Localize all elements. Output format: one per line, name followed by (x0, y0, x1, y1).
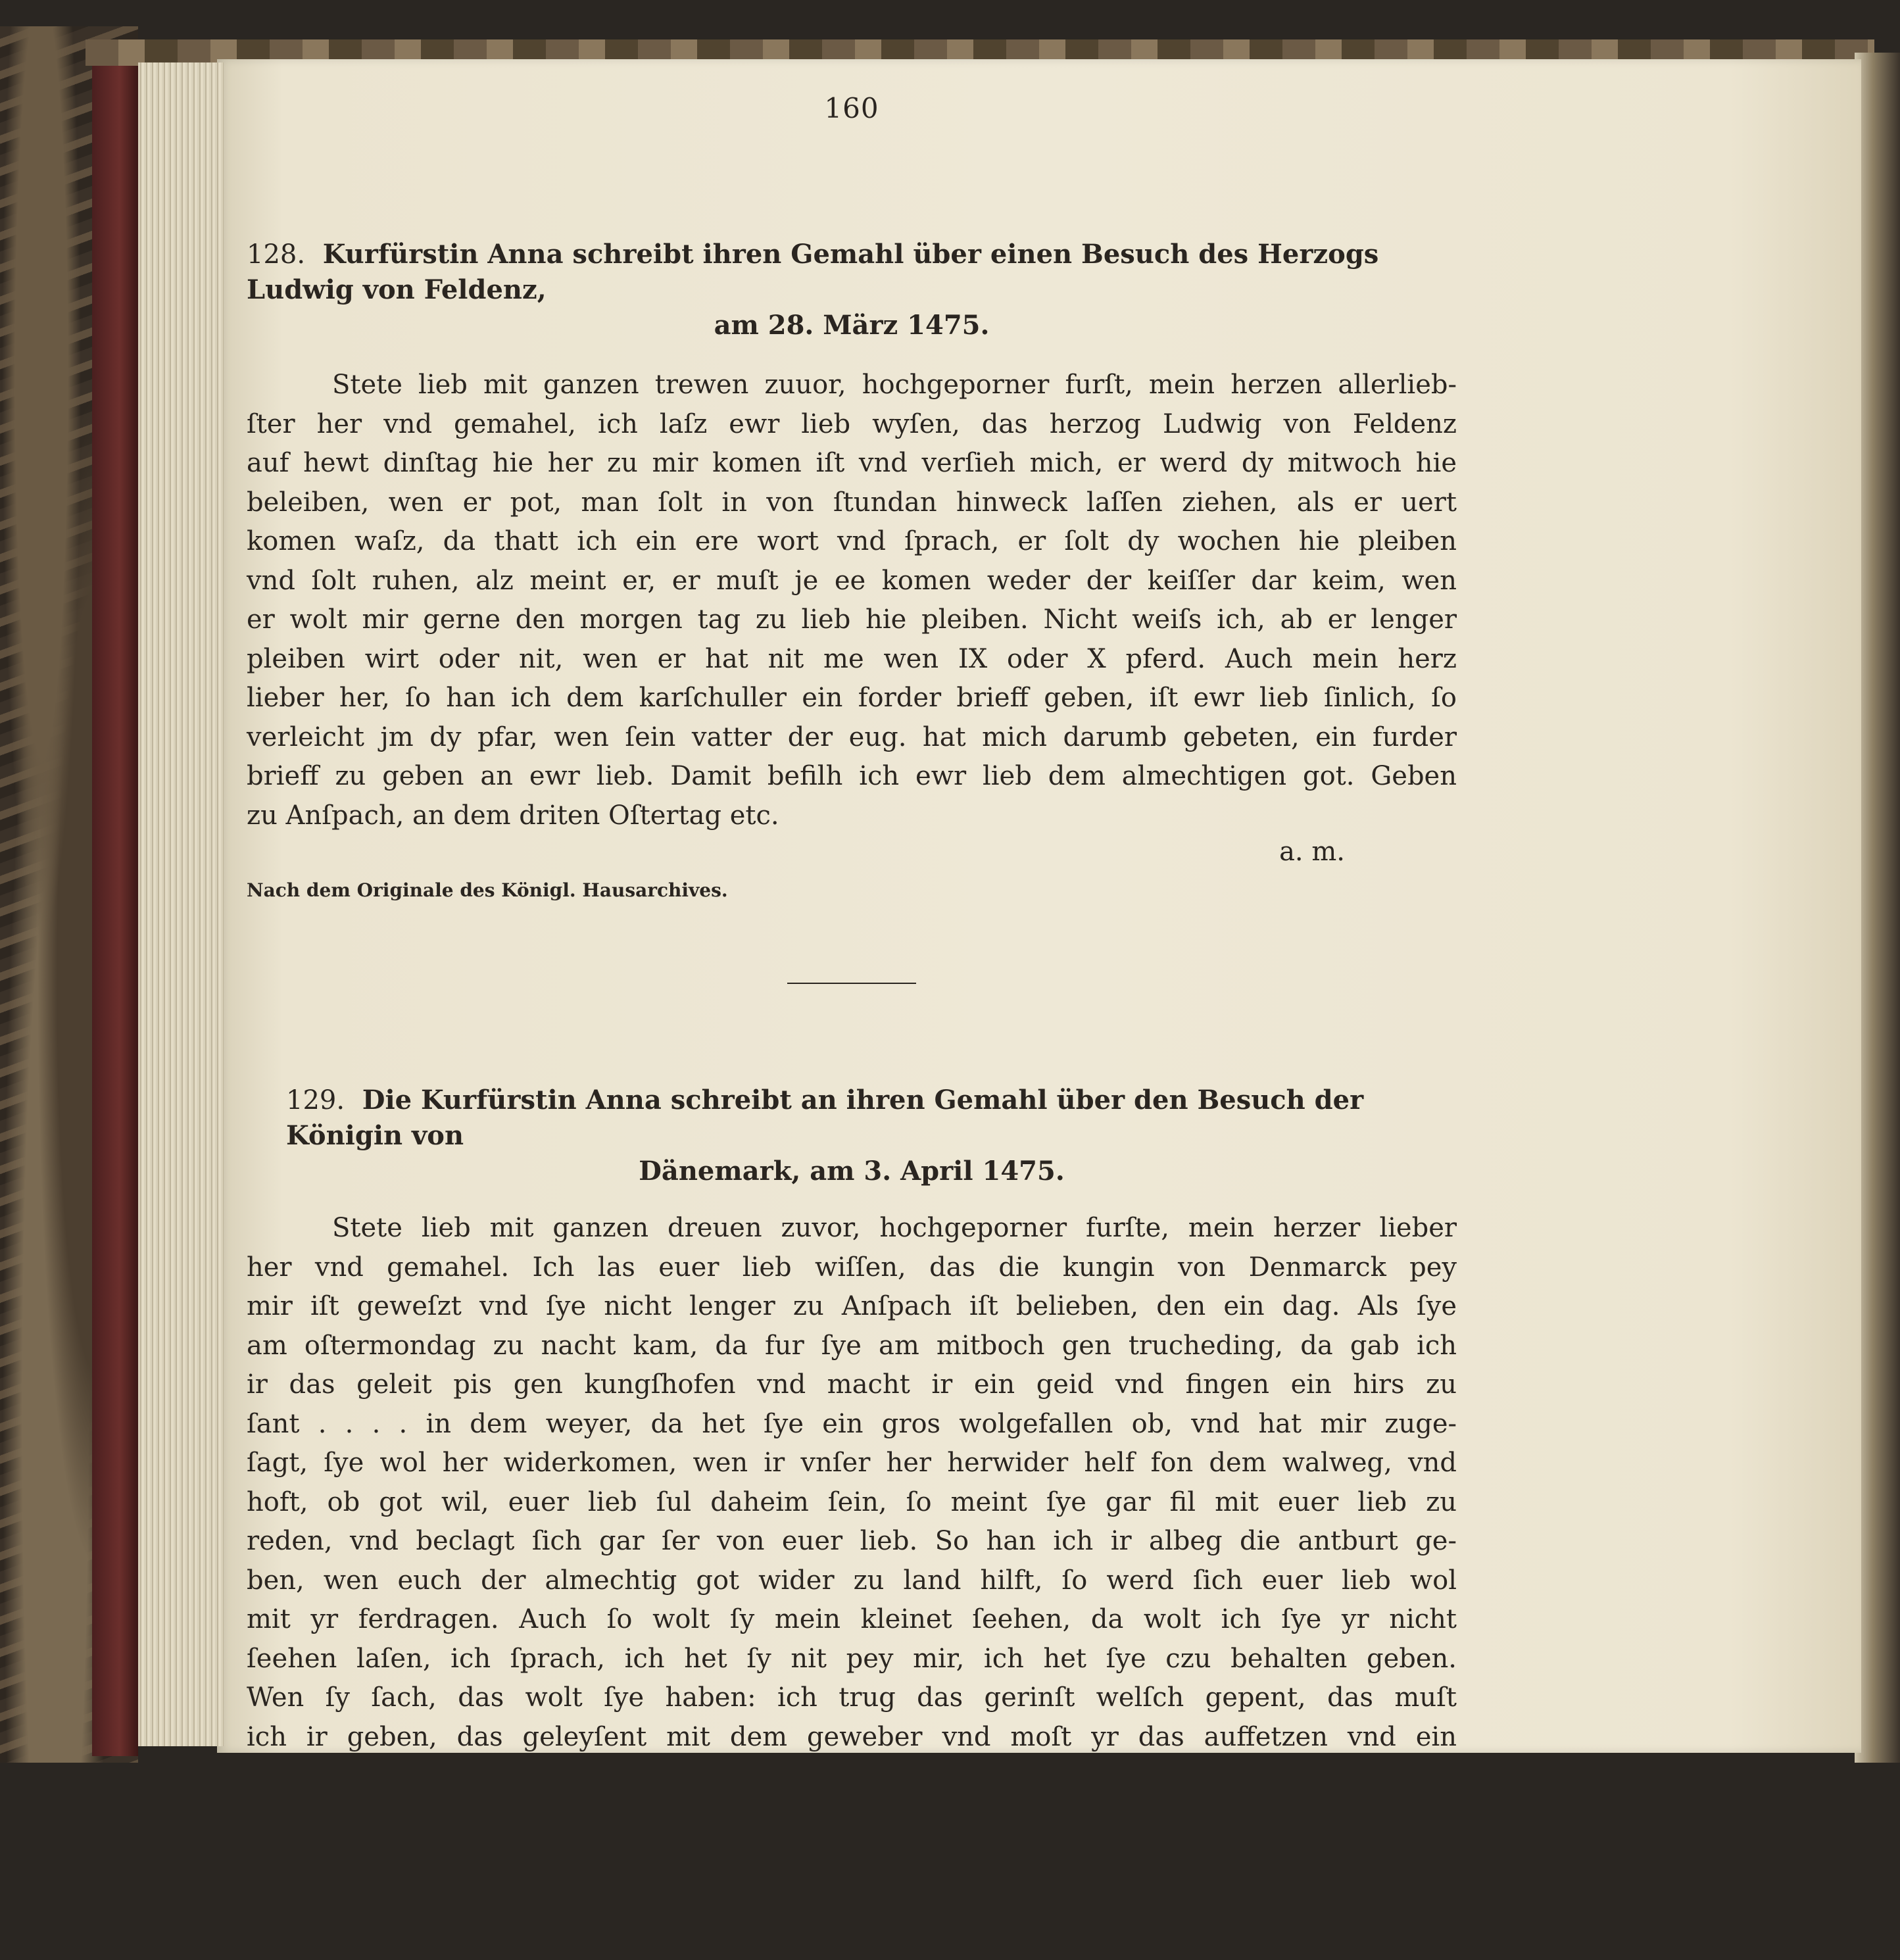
text-line: ich ir geben, das geleyſent mit dem geweber vnd moſt yr das auffetzen vnd ein (247, 1721, 1457, 1752)
text-line: verleicht jm dy pfar, wen ſein vatter der eug. hat mich darumb gebeten, ein furder (247, 722, 1457, 752)
text-line: vnd ſolt ruhen, alz meint er, er muſt je ee komen weder der keiſſer dar keim, wen (247, 565, 1457, 596)
doc128-source-note: Nach dem Originale des Königl. Hausarchives. (247, 879, 728, 901)
text-line: ir das geleit pis gen kungſhofen vnd macht ir ein geid vnd fingen ein hirs zu (247, 1369, 1457, 1400)
text-line: ſeehen laſen, ich ſprach, ich het ſy nit pey mir, ich het ſye czu behalten geben. (247, 1643, 1457, 1674)
text-line: hoft, ob got wil, euer lieb ſul daheim ſein, ſo meint ſye gar fil mit euer lieb zu (247, 1486, 1457, 1517)
text-line: mir iſt geweſzt vnd ſye nicht lenger zu Anſpach iſt belieben, den ein dag. Als ſye (247, 1291, 1457, 1321)
doc128-signature: a. m. (1279, 837, 1345, 867)
page-content (247, 92, 1457, 1757)
doc128-number: 128. (247, 239, 306, 270)
doc129-title-line2: Dänemark, am 3. April 1475. (639, 1156, 1065, 1187)
text-line: mit yr ferdragen. Auch ſo wolt ſy mein kleinet ſeehen, da wolt ich ſye yr nicht (247, 1604, 1457, 1634)
doc128-title-line2: am 28. März 1475. (714, 310, 990, 341)
doc129-title-line1: Die Kurfürstin Anna schreibt an ihren Gemahl über den Besuch der Königin von (286, 1085, 1364, 1151)
doc128-heading (247, 237, 1457, 308)
text-line: ben, wen euch der almechtig got wider zu land hilft, ſo werd ſich euer lieb wol (247, 1565, 1457, 1596)
text-line: Stete lieb mit ganzen dreuen zuvor, hochgeporner furſte, mein herzer lieber (332, 1213, 1457, 1243)
text-line: komen waſz, da thatt ich ein ere wort vnd ſprach, er ſolt dy wochen hie pleiben (247, 526, 1457, 556)
book-spine (92, 46, 138, 1756)
page-number: 160 (824, 92, 879, 124)
text-line: er wolt mir gerne den morgen tag zu lieb hie pleiben. Nicht weiſs ich, ab er lenger (247, 604, 1457, 635)
text-line: lieber her, ſo han ich dem karſchuller ein forder brieff geben, iſt ewr lieb ſinlich, ſo (247, 683, 1457, 713)
doc129-body (247, 1209, 1457, 1757)
text-line: zu Anſpach, an dem driten Oſtertag etc. (247, 800, 779, 831)
doc128-title-line1: Kurfürstin Anna schreibt ihren Gemahl über einen Besuch des Herzogs Ludwig von Feldenz, (247, 239, 1379, 305)
text-line: brieff zu geben an ewr lieb. Damit befilh ich ewr lieb dem almechtigen got. Geben (247, 761, 1457, 791)
text-line: pleiben wirt oder nit, wen er hat nit me wen IX oder X pferd. Auch mein herz (247, 643, 1457, 674)
text-line: auf hewt dinſtag hie her zu mir komen iſt vnd verſieh mich, er werd dy mitwoch hie (247, 448, 1457, 478)
text-line: am oſtermondag zu nacht kam, da fur ſye am mitboch gen trucheding, da gab ich (247, 1330, 1457, 1361)
right-page-edge (1855, 53, 1900, 1763)
text-line: beleiben, wen er pot, man ſolt in von ſtundan hinweck laſſen ziehen, als er uert (247, 487, 1457, 518)
text-line: ſagt, ſye wol her widerkomen, wen ir vnſer her herwider helf fon dem walweg, vnd (247, 1448, 1457, 1478)
text-line: ſter her vnd gemahel, ich laſz ewr lieb wyſen, das herzog Ludwig von Feldenz (247, 408, 1457, 439)
text-line: Stete lieb mit ganzen trewen zuuor, hochgeporner furſt, mein herzen allerlieb- (332, 370, 1457, 400)
text-line: reden, vnd beclagt ſich gar ſer von euer lieb. So han ich ir albeg die antburt ge- (247, 1526, 1457, 1556)
doc128-body (247, 366, 1457, 835)
text-line: Wen ſy ſach, das wolt ſye haben: ich trug das gerinſt welſch gepent, das muſt (247, 1682, 1457, 1713)
doc129-heading (247, 1083, 1457, 1154)
page-stack-edge (138, 62, 224, 1746)
doc129-number: 129. (286, 1085, 345, 1115)
text-line: ſant . . . . in dem weyer, da het ſye ein gros wolgefallen ob, vnd hat mir zuge- (247, 1408, 1457, 1439)
text-line: her vnd gemahel. Ich las euer lieb wiſſen, das die kungin von Denmarck pey (247, 1252, 1457, 1283)
